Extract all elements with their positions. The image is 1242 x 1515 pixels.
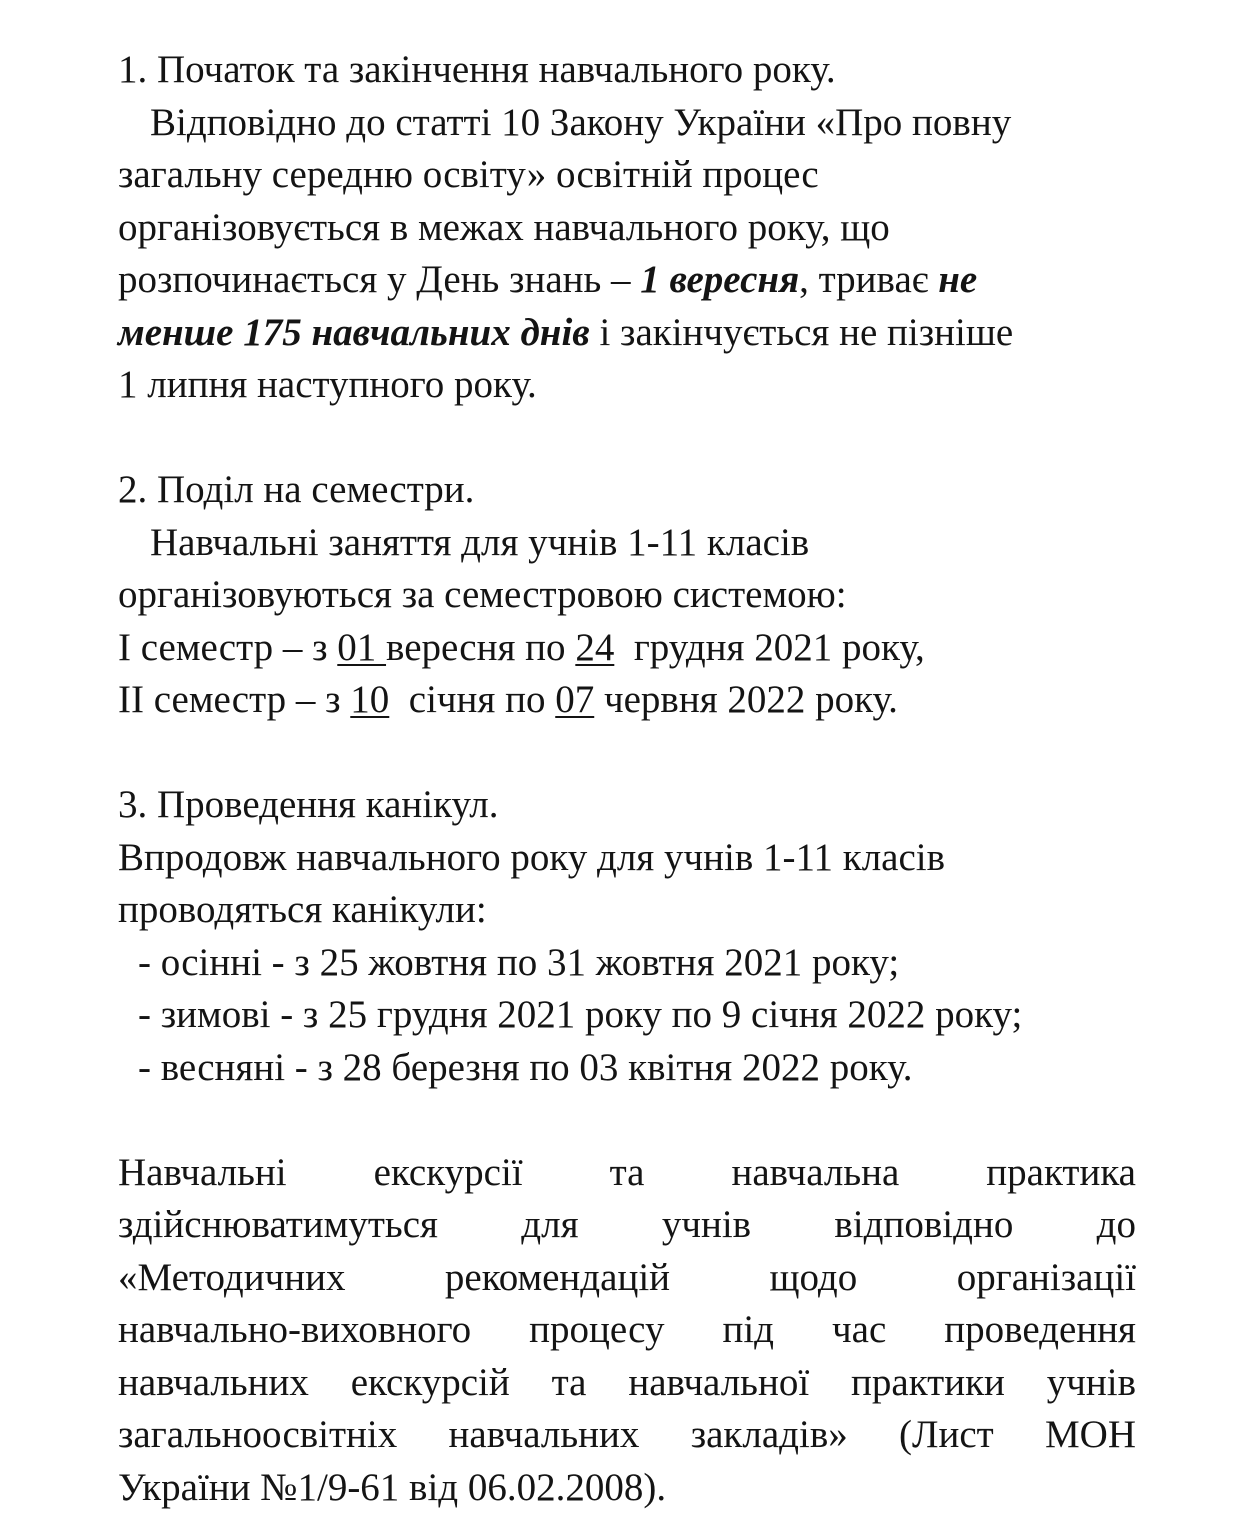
holiday-list-item: - зимові - з 25 грудня 2021 року по 9 січня 2022 року; bbox=[138, 993, 1023, 1036]
text-run: І семестр – з bbox=[118, 625, 338, 669]
underlined-date: 07 bbox=[555, 678, 595, 721]
underlined-date: 01 bbox=[337, 625, 387, 669]
section-2-heading: 2. Поділ на семестри. bbox=[118, 468, 475, 511]
text-run: розпочинається у День знань – bbox=[118, 258, 641, 301]
text-run: вересня по bbox=[386, 625, 576, 669]
text-run: грудня 2021 року, bbox=[614, 625, 925, 669]
paragraph-gap bbox=[118, 727, 1136, 780]
excursion-paragraph-line: загальноосвітніх навчальних закладів» (Лист МОН bbox=[118, 1413, 1136, 1456]
section-1-line: організовується в межах навчального року, що bbox=[118, 205, 890, 249]
excursion-paragraph-line: Навчальні екскурсії та навчальна практика bbox=[118, 1150, 1136, 1194]
underlined-date: 24 bbox=[575, 625, 615, 669]
holiday-list-item: - осінні - з 25 жовтня по 31 жовтня 2021 року; bbox=[138, 940, 900, 984]
section-1-line: Відповідно до статті 10 Закону України «Про повну bbox=[150, 100, 1012, 144]
section-2-line: організовуються за семестровою системою: bbox=[118, 573, 847, 616]
excursion-paragraph-line: здійснюватимуться для учнів відповідно до bbox=[118, 1203, 1136, 1246]
section-1-line bbox=[118, 254, 1136, 307]
semester-1-line bbox=[118, 622, 1136, 675]
excursion-paragraph-line: «Методичних рекомендацій щодо організації bbox=[118, 1255, 1136, 1299]
emphasis-date: 1 вересня bbox=[640, 258, 800, 301]
section-3-line: Впродовж навчального року для учнів 1-11 класів bbox=[118, 835, 946, 879]
document-page bbox=[118, 44, 1136, 1514]
section-1-heading: 1. Початок та закінчення навчального року. bbox=[118, 48, 836, 91]
section-1-line bbox=[118, 307, 1136, 360]
text-run: і закінчується не пізніше bbox=[589, 310, 1014, 354]
underlined-date: 10 bbox=[350, 678, 390, 721]
excursion-paragraph-line: навчально-виховного процесу під час проведення bbox=[118, 1308, 1136, 1351]
section-1-line: 1 липня наступного року. bbox=[118, 363, 537, 406]
section-3-line: проводяться канікули: bbox=[118, 888, 487, 931]
holiday-list-item: - весняні - з 28 березня по 03 квітня 2022 року. bbox=[138, 1045, 913, 1089]
text-run: , триває bbox=[799, 258, 939, 301]
semester-2-line bbox=[118, 674, 1136, 727]
paragraph-gap bbox=[118, 1094, 1136, 1147]
emphasis-text: менше 175 навчальних днів bbox=[118, 310, 590, 354]
section-3-heading: 3. Проведення канікул. bbox=[118, 783, 499, 826]
excursion-paragraph-line: навчальних екскурсій та навчальної практики учнів bbox=[118, 1360, 1136, 1404]
text-run: січня по bbox=[389, 678, 556, 721]
paragraph-gap bbox=[118, 412, 1136, 465]
excursion-paragraph-last-line: України №1/9-61 від 06.02.2008). bbox=[118, 1465, 667, 1509]
section-1-line: загальну середню освіту» освітній процес bbox=[118, 153, 819, 196]
text-run: ІІ семестр – з bbox=[118, 678, 351, 721]
text-run: червня 2022 року. bbox=[594, 678, 898, 721]
emphasis-text: не bbox=[938, 258, 978, 301]
section-2-line: Навчальні заняття для учнів 1-11 класів bbox=[150, 520, 810, 564]
